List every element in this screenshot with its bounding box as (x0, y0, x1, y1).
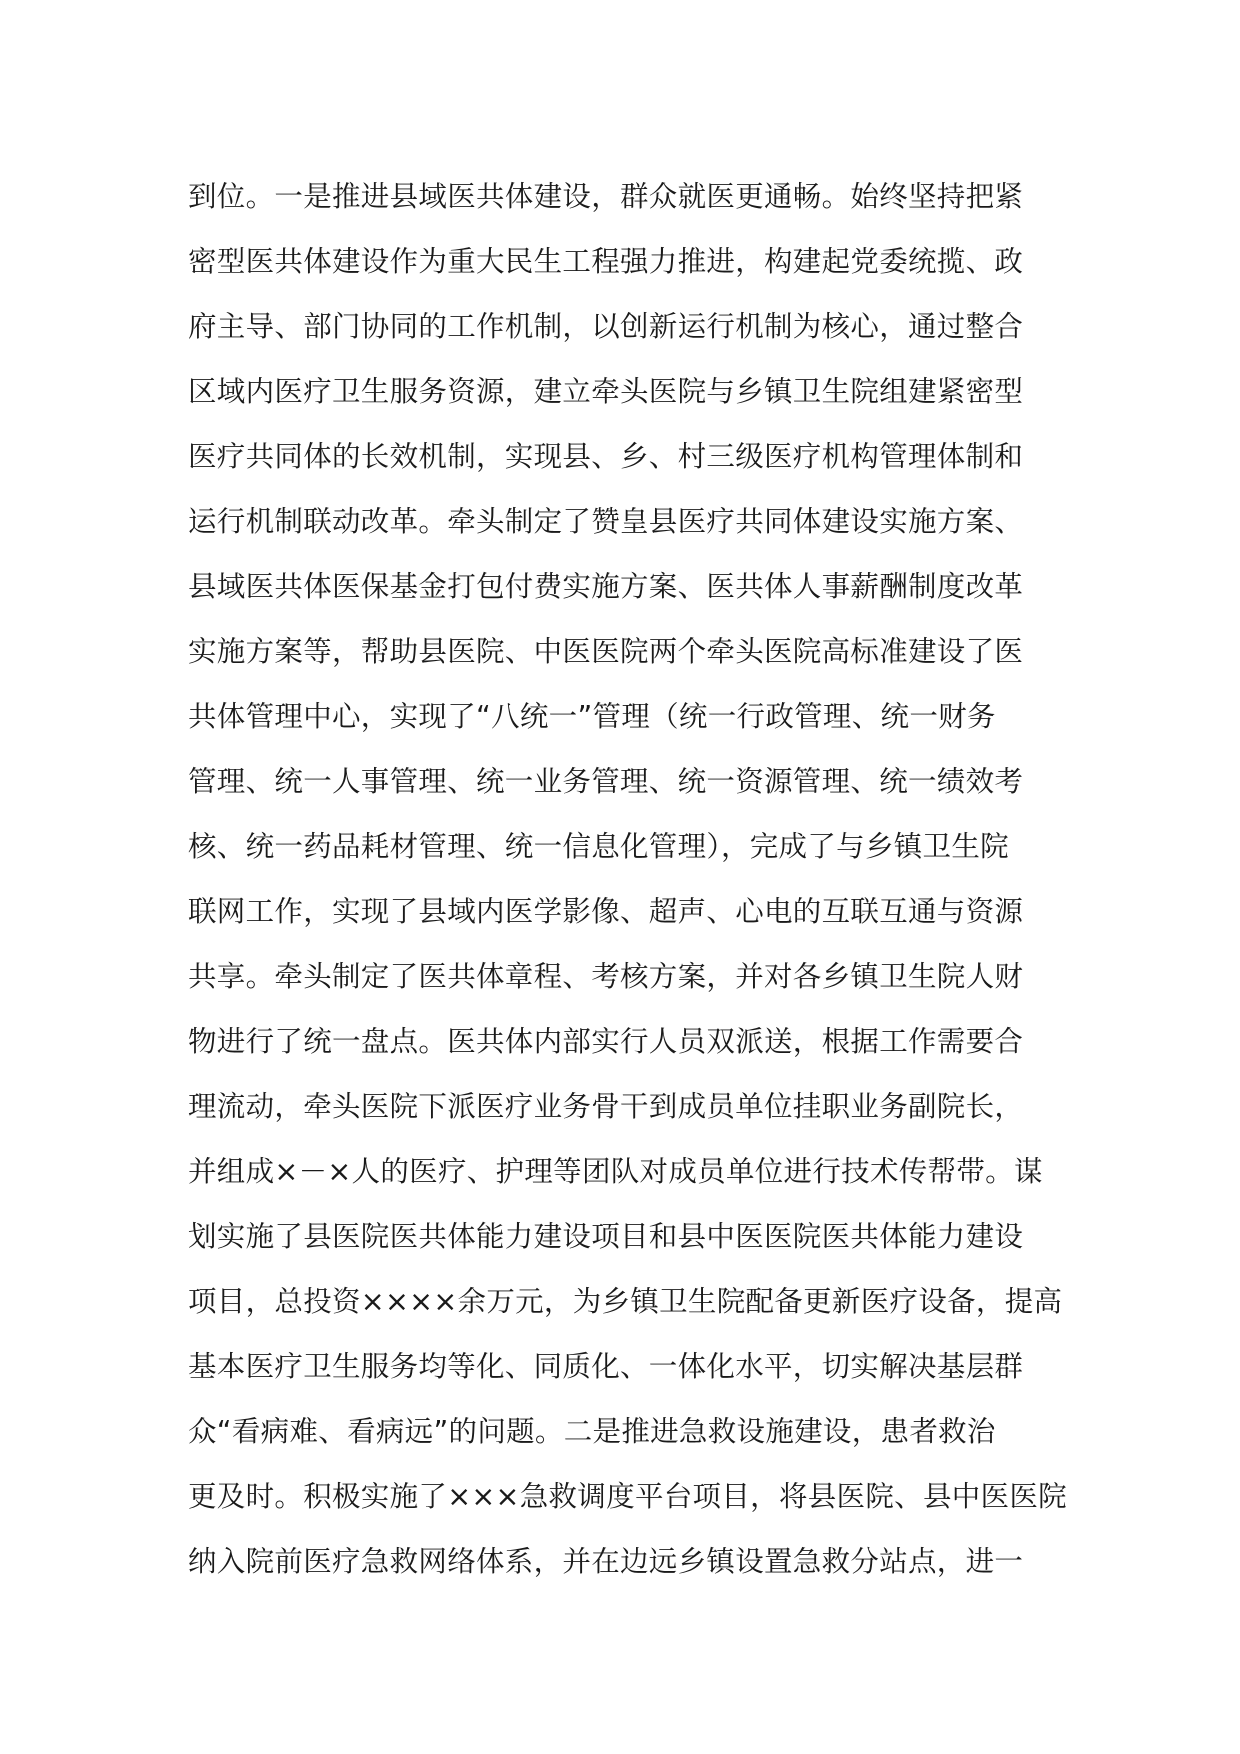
text-line: 并组成×－×人的医疗、护理等团队对成员单位进行技术传帮带。谋 (188, 1155, 1043, 1188)
text-line: 密型医共体建设作为重大民生工程强力推进，构建起党委统揽、政 (188, 245, 1024, 278)
text-line: 众“看病难、看病远”的问题。二是推进急救设施建设，患者救治 (188, 1415, 996, 1448)
text-line: 理流动，牵头医院下派医疗业务骨干到成员单位挂职业务副院长， (188, 1090, 1024, 1123)
text-line: 府主导、部门协同的工作机制，以创新运行机制为核心，通过整合 (188, 310, 1024, 343)
text-line: 到位。一是推进县域医共体建设，群众就医更通畅。始终坚持把紧 (188, 180, 1024, 213)
text-line: 更及时。积极实施了×××急救调度平台项目，将县医院、县中医医院 (188, 1480, 1067, 1513)
text-line: 共体管理中心，实现了“八统一”管理（统一行政管理、统一财务 (188, 700, 996, 733)
text-line: 管理、统一人事管理、统一业务管理、统一资源管理、统一绩效考 (188, 765, 1024, 798)
text-line: 运行机制联动改革。牵头制定了赞皇县医疗共同体建设实施方案、 (188, 505, 1024, 538)
text-line: 医疗共同体的长效机制，实现县、乡、村三级医疗机构管理体制和 (188, 440, 1024, 473)
text-line: 县域医共体医保基金打包付费实施方案、医共体人事薪酬制度改革 (188, 570, 1024, 603)
text-line: 项目，总投资××××余万元，为乡镇卫生院配备更新医疗设备，提高 (188, 1285, 1063, 1318)
text-line: 物进行了统一盘点。医共体内部实行人员双派送，根据工作需要合 (188, 1025, 1024, 1058)
text-line: 核、统一药品耗材管理、统一信息化管理），完成了与乡镇卫生院 (188, 830, 1009, 863)
text-line: 联网工作，实现了县域内医学影像、超声、心电的互联互通与资源 (188, 895, 1024, 928)
text-line: 共享。牵头制定了医共体章程、考核方案，并对各乡镇卫生院人财 (188, 960, 1024, 993)
text-line: 基本医疗卫生服务均等化、同质化、一体化水平，切实解决基层群 (188, 1350, 1024, 1383)
text-line: 区域内医疗卫生服务资源，建立牵头医院与乡镇卫生院组建紧密型 (188, 375, 1024, 408)
text-line: 划实施了县医院医共体能力建设项目和县中医医院医共体能力建设 (188, 1220, 1024, 1253)
text-line: 纳入院前医疗急救网络体系，并在边远乡镇设置急救分站点，进一 (188, 1545, 1024, 1578)
text-line: 实施方案等，帮助县医院、中医医院两个牵头医院高标准建设了医 (188, 635, 1024, 668)
body-paragraph (188, 164, 1068, 1594)
